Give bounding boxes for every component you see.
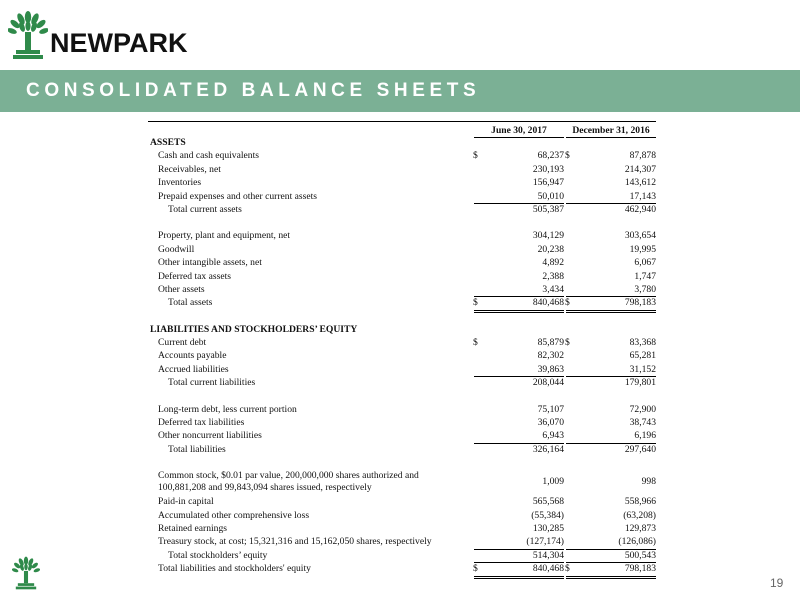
- currency-symbol: $: [565, 563, 570, 575]
- currency-symbol: $: [473, 563, 478, 575]
- page-title: CONSOLIDATED BALANCE SHEETS: [26, 80, 481, 101]
- footer-logo: [12, 556, 40, 595]
- table-row: Cash and cash equivalents $ 68,237 $ 87,878: [158, 150, 656, 162]
- table-row: Total current assets 505,387 462,940: [168, 203, 656, 215]
- table-row: Paid-in capital 565,568 558,966: [158, 496, 656, 508]
- table-row: Current debt $ 85,879 $ 83,368: [158, 337, 656, 349]
- currency-symbol: $: [565, 337, 570, 349]
- column-header-june-2017: June 30, 2017: [474, 124, 564, 138]
- table-row: Deferred tax assets 2,388 1,747: [158, 270, 656, 282]
- currency-symbol: $: [473, 297, 478, 309]
- table-row: Long-term debt, less current portion 75,107 72,900: [158, 403, 656, 415]
- table-row: Other intangible assets, net 4,892 6,067: [158, 257, 656, 269]
- table-row: Accumulated other comprehensive loss (55,384) (63,208): [158, 509, 656, 521]
- table-row: Inventories 156,947 143,612: [158, 177, 656, 189]
- top-rule: [148, 121, 656, 122]
- page-number: 19: [770, 576, 784, 590]
- column-headers: [148, 123, 656, 136]
- balance-sheet-table: [148, 121, 656, 576]
- newpark-logo: [8, 8, 188, 60]
- table-row: Property, plant and equipment, net 304,129 303,654: [158, 230, 656, 242]
- table-row: Common stock, $0.01 par value, 200,000,000 shares authorized and 100,881,208 and 99,843,094 shares issued, respectively 1,009 998: [158, 470, 656, 494]
- table-row: Receivables, net 230,193 214,307: [158, 163, 656, 175]
- table-row: Other noncurrent liabilities 6,943 6,196: [148, 429, 656, 442]
- title-banner: [0, 70, 800, 112]
- table-row-total: Total liabilities and stockholders' equity $ 840,468 $ 798,183: [148, 562, 656, 575]
- table-row: Total current liabilities 208,044 179,801: [168, 377, 656, 389]
- currency-symbol: $: [473, 150, 478, 162]
- logo-text: NEWPARK: [50, 28, 188, 58]
- table-row: Goodwill 20,238 19,995: [158, 243, 656, 255]
- column-header-dec-2016: December 31, 2016: [566, 124, 656, 138]
- section-heading: LIABILITIES AND STOCKHOLDERS’ EQUITY: [150, 323, 358, 335]
- section-heading: ASSETS: [150, 137, 186, 148]
- table-row: Accrued liabilities 39,863 31,152: [148, 363, 656, 376]
- table-row: Deferred tax liabilities 36,070 38,743: [158, 417, 656, 429]
- currency-symbol: $: [565, 150, 570, 162]
- table-row: Total stockholders’ equity 514,304 500,543: [148, 549, 656, 562]
- table-row: Prepaid expenses and other current assets 50,010 17,143: [148, 190, 656, 203]
- table-row: Retained earnings 130,285 129,873: [158, 522, 656, 534]
- table-row: Accounts payable 82,302 65,281: [158, 350, 656, 362]
- table-row: Total liabilities 326,164 297,640: [168, 443, 656, 455]
- tree-icon: [12, 556, 40, 590]
- tree-icon: [8, 10, 48, 60]
- currency-symbol: $: [473, 337, 478, 349]
- table-row: Treasury stock, at cost; 15,321,316 and 15,162,050 shares, respectively (127,174) (126,086): [148, 535, 656, 548]
- currency-symbol: $: [565, 297, 570, 309]
- table-row: Other assets 3,434 3,780: [148, 283, 656, 296]
- table-row-total: Total assets $ 840,468 $ 798,183: [148, 296, 656, 309]
